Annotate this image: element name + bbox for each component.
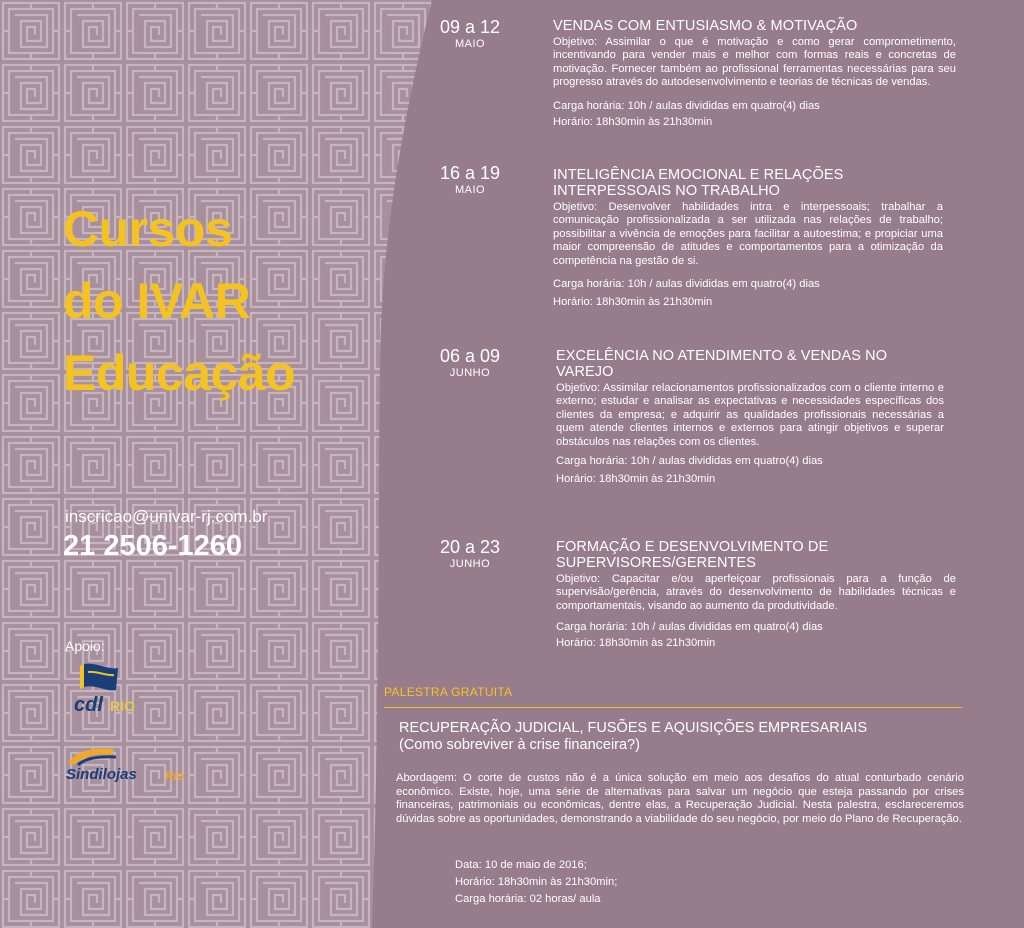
course-item xyxy=(556,348,944,487)
course-days: 20 a 23 xyxy=(439,537,501,557)
course-schedule: Horário: 18h30min às 21h30min xyxy=(556,637,716,650)
headline-line-1: Cursos xyxy=(63,201,233,257)
contact-email[interactable]: inscricao@univar-rj.com.br xyxy=(65,507,268,526)
course-title: FORMAÇÃO E DESENVOLVIMENTO DE SUPERVISORES/GERENTES xyxy=(556,539,829,571)
free-talk-header: PALESTRA GRATUITA xyxy=(384,685,513,699)
free-talk-subtitle: (Como sobreviver à crise financeira?) xyxy=(399,737,640,753)
headline-line-3: Educação xyxy=(63,345,296,401)
course-schedule: Horário: 18h30min às 21h30min xyxy=(553,115,713,128)
free-talk-abstract: Abordagem: O corte de custos não é a única solução em meio aos desafios do atual conturbado cenário econômico. Existe, hoje, uma série de alternativas para salvar um negócio que esteja passando por crises financeiras, patrimoniais ou econômicas, dentre elas, a Recuperação Judicial. Nesta palestra, esclareceremos dúvidas sobre as oportunidades, demonstrando a viabilidade do seu negócio, por meio do Plano de Recuperação. xyxy=(396,772,964,825)
course-schedule: Horário: 18h30min às 21h30min xyxy=(556,473,716,486)
free-talk-workload: Carga horária: 02 horas/ aula xyxy=(455,892,601,905)
cdl-logo-text: cdl xyxy=(74,694,103,716)
course-month: JUNHO xyxy=(449,558,491,570)
course-days: 16 a 19 xyxy=(439,163,501,183)
course-days: 09 a 12 xyxy=(439,17,501,37)
course-date xyxy=(410,537,530,571)
course-title: INTELIGÊNCIA EMOCIONAL E RELAÇÕES INTERPESSOAIS NO TRABALHO xyxy=(553,167,844,199)
course-title: VENDAS COM ENTUSIASMO & MOTIVAÇÃO xyxy=(553,18,858,34)
course-month: JUNHO xyxy=(449,367,491,379)
course-date xyxy=(410,346,530,380)
course-date xyxy=(410,17,530,51)
course-description: Objetivo: Assimilar o que é motivação e como gerar comprometimento, incentivando para vender mais e melhor com formas reais e concretas de motivação. Fornecer também ao profissional ferramentas necessárias para seu progresso através do autodesenvolvimento e teorias de técnicas de vendas. xyxy=(553,36,956,89)
free-talk-details xyxy=(455,857,617,907)
sindilojas-swoosh-icon xyxy=(64,745,124,767)
course-schedule: Horário: 18h30min às 21h30min xyxy=(553,296,713,309)
course-workload: Carga horária: 10h / aulas divididas em quatro(4) dias xyxy=(553,99,820,112)
course-description: Objetivo: Capacitar e/ou aperfeiçoar profissionais para a função de supervisão/gerência, através do desenvolvimento de habilidades técnicas e comportamentais, visando ao aumento da produtividade. xyxy=(556,573,956,612)
course-item xyxy=(556,539,956,651)
free-talk-title: RECUPERAÇÃO JUDICIAL, FUSÕES E AQUISIÇÕES EMPRESARIAIS xyxy=(399,720,868,736)
cdl-rio-logo xyxy=(66,660,166,720)
headline-line-2: do IVAR xyxy=(63,273,251,329)
course-month: MAIO xyxy=(454,38,486,50)
course-title: EXCELÊNCIA NO ATENDIMENTO & VENDAS NO VAREJO xyxy=(556,348,888,380)
support-label: Apoio: xyxy=(65,638,105,654)
free-talk-title-block xyxy=(399,720,867,754)
contact-phone: 21 2506-1260 xyxy=(63,530,242,562)
course-description: Objetivo: Assimilar relacionamentos profissionalizados com o cliente interno e externo; estudar e analisar as expectativas e necessidades específicas dos clientes da empresa; e adquirir as qualidades profissionais necessárias a quem atende clientes internos e externos para atingir objetivos e superar obstáculos nas relações com os clientes. xyxy=(556,382,944,448)
free-talk-divider xyxy=(384,707,962,708)
free-talk-time: Horário: 18h30min às 21h30min; xyxy=(455,875,618,888)
course-description: Objetivo: Desenvolver habilidades intra e interpessoais; trabalhar a comunicação profissionalizada a ser utilizada nas relações de trabalho; possibilitar a vivência de emoções para facilitar a autoestima; e propiciar uma maior compreensão de atitudes e comportamentos para a otimização da competência na gestão de si. xyxy=(553,201,943,267)
course-item xyxy=(553,167,943,310)
course-month: MAIO xyxy=(454,184,486,196)
free-talk-date: Data: 10 de maio de 2016; xyxy=(455,859,587,871)
course-workload: Carga horária: 10h / aulas divididas em quatro(4) dias xyxy=(556,455,823,468)
sindilojas-rio-logo xyxy=(64,745,214,790)
cdl-logo-suffix: RIO xyxy=(110,698,135,714)
course-days: 06 a 09 xyxy=(439,346,501,366)
sindilojas-logo-suffix: Rio xyxy=(165,769,185,783)
course-date xyxy=(410,163,530,197)
course-workload: Carga horária: 10h / aulas divididas em quatro(4) dias xyxy=(556,621,823,634)
course-workload: Carga horária: 10h / aulas divididas em quatro(4) dias xyxy=(553,278,820,291)
sindilojas-logo-text: Sindilojas xyxy=(66,766,137,783)
course-item xyxy=(553,18,956,130)
